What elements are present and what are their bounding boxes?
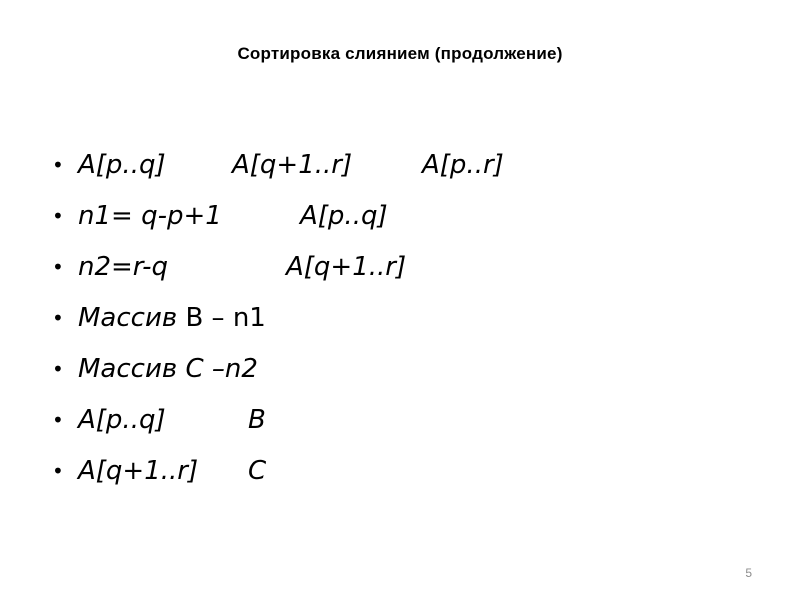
page-number: 5 <box>745 566 752 580</box>
bullet-icon: • <box>52 204 64 228</box>
item-text: A[q+1..r] <box>232 150 353 180</box>
bullet-icon: • <box>52 255 64 279</box>
item-text: Массив С –n2 <box>78 354 258 384</box>
item-text: n2=r-q <box>78 252 168 282</box>
item-text: A[q+1..r] <box>78 456 199 486</box>
item-text: A[p..q] <box>300 201 388 231</box>
list-item <box>52 199 504 250</box>
item-text: A[p..q] <box>78 150 166 180</box>
slide-title: Сортировка слиянием (продолжение) <box>237 44 563 63</box>
item-text: B <box>248 405 266 435</box>
bullet-list <box>52 148 504 505</box>
item-text: Массив <box>78 303 186 333</box>
item-text: B – n1 <box>185 303 266 333</box>
list-item <box>52 454 504 505</box>
list-item <box>52 148 504 199</box>
bullet-icon: • <box>52 408 64 432</box>
item-text: n1= q-p+1 <box>78 201 222 231</box>
bullet-icon: • <box>52 459 64 483</box>
bullet-icon: • <box>52 357 64 381</box>
item-text: A[q+1..r] <box>286 252 407 282</box>
list-item <box>52 301 504 352</box>
list-item <box>52 250 504 301</box>
item-text: A[p..q] <box>78 405 166 435</box>
bullet-icon: • <box>52 306 64 330</box>
list-item <box>52 352 504 403</box>
bullet-icon: • <box>52 153 64 177</box>
list-item <box>52 403 504 454</box>
item-text: A[p..r] <box>422 150 504 180</box>
item-text: C <box>248 456 267 486</box>
